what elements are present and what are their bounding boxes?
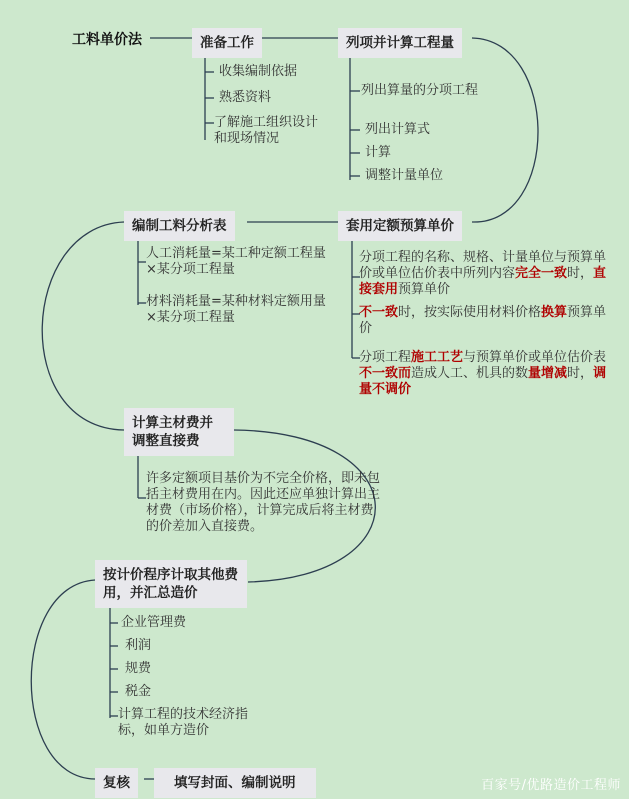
fee-item-profit: 利润 bbox=[125, 638, 152, 653]
list-item-unit: 调整计量单位 bbox=[365, 168, 444, 183]
prep-item-materials: 熟悉资料 bbox=[219, 90, 272, 105]
quota-item-mismatch: 不一致时，按实际使用材料价格换算预算单价 bbox=[359, 305, 607, 336]
fee-item-management: 企业管理费 bbox=[121, 615, 187, 630]
fee-item-statutory: 规费 bbox=[125, 661, 152, 676]
node-material: 计算主材费并调整直接费 bbox=[124, 408, 234, 456]
node-fees: 按计价程序计取其他费用，并汇总造价 bbox=[95, 560, 247, 608]
material-text: 许多定额项目基价为不完全价格，即未包括主材费用在内。因此还应单独计算出主材费（市场价格），计算完成后将主材费的价差加入直接费。 bbox=[146, 471, 381, 534]
node-analysis: 编制工料分析表 bbox=[124, 211, 235, 241]
fee-item-tax: 税金 bbox=[125, 684, 152, 699]
quota-item-match: 分项工程的名称、规格、计量单位与预算单价或单位估价表中所列内容完全一致时，直接套用预算单价 bbox=[359, 250, 607, 297]
watermark: 百家号/优路造价工程师 bbox=[481, 778, 621, 793]
root-title: 工料单价法 bbox=[72, 32, 142, 48]
quota-item-process: 分项工程施工工艺与预算单价或单位估价表不一致而造成人工、机具的数量增减时，调量不调价 bbox=[359, 350, 607, 397]
list-item-items: 列出算量的分项工程 bbox=[361, 83, 479, 98]
analysis-item-labor: 人工消耗量=某工种定额工程量×某分项工程量 bbox=[146, 246, 326, 277]
node-cover: 填写封面、编制说明 bbox=[154, 768, 316, 798]
prep-item-site: 了解施工组织设计和现场情况 bbox=[214, 115, 319, 146]
fee-item-indicators: 计算工程的技术经济指标，如单方造价 bbox=[118, 707, 249, 738]
node-quota: 套用定额预算单价 bbox=[338, 211, 462, 241]
analysis-item-material: 材料消耗量=某种材料定额用量×某分项工程量 bbox=[146, 294, 326, 325]
node-list: 列项并计算工程量 bbox=[338, 28, 462, 58]
list-item-formula: 列出计算式 bbox=[365, 122, 431, 137]
node-prep: 准备工作 bbox=[192, 28, 262, 58]
node-review: 复核 bbox=[95, 768, 138, 798]
list-item-calc: 计算 bbox=[365, 145, 392, 160]
prep-item-basis: 收集编制依据 bbox=[219, 64, 298, 79]
